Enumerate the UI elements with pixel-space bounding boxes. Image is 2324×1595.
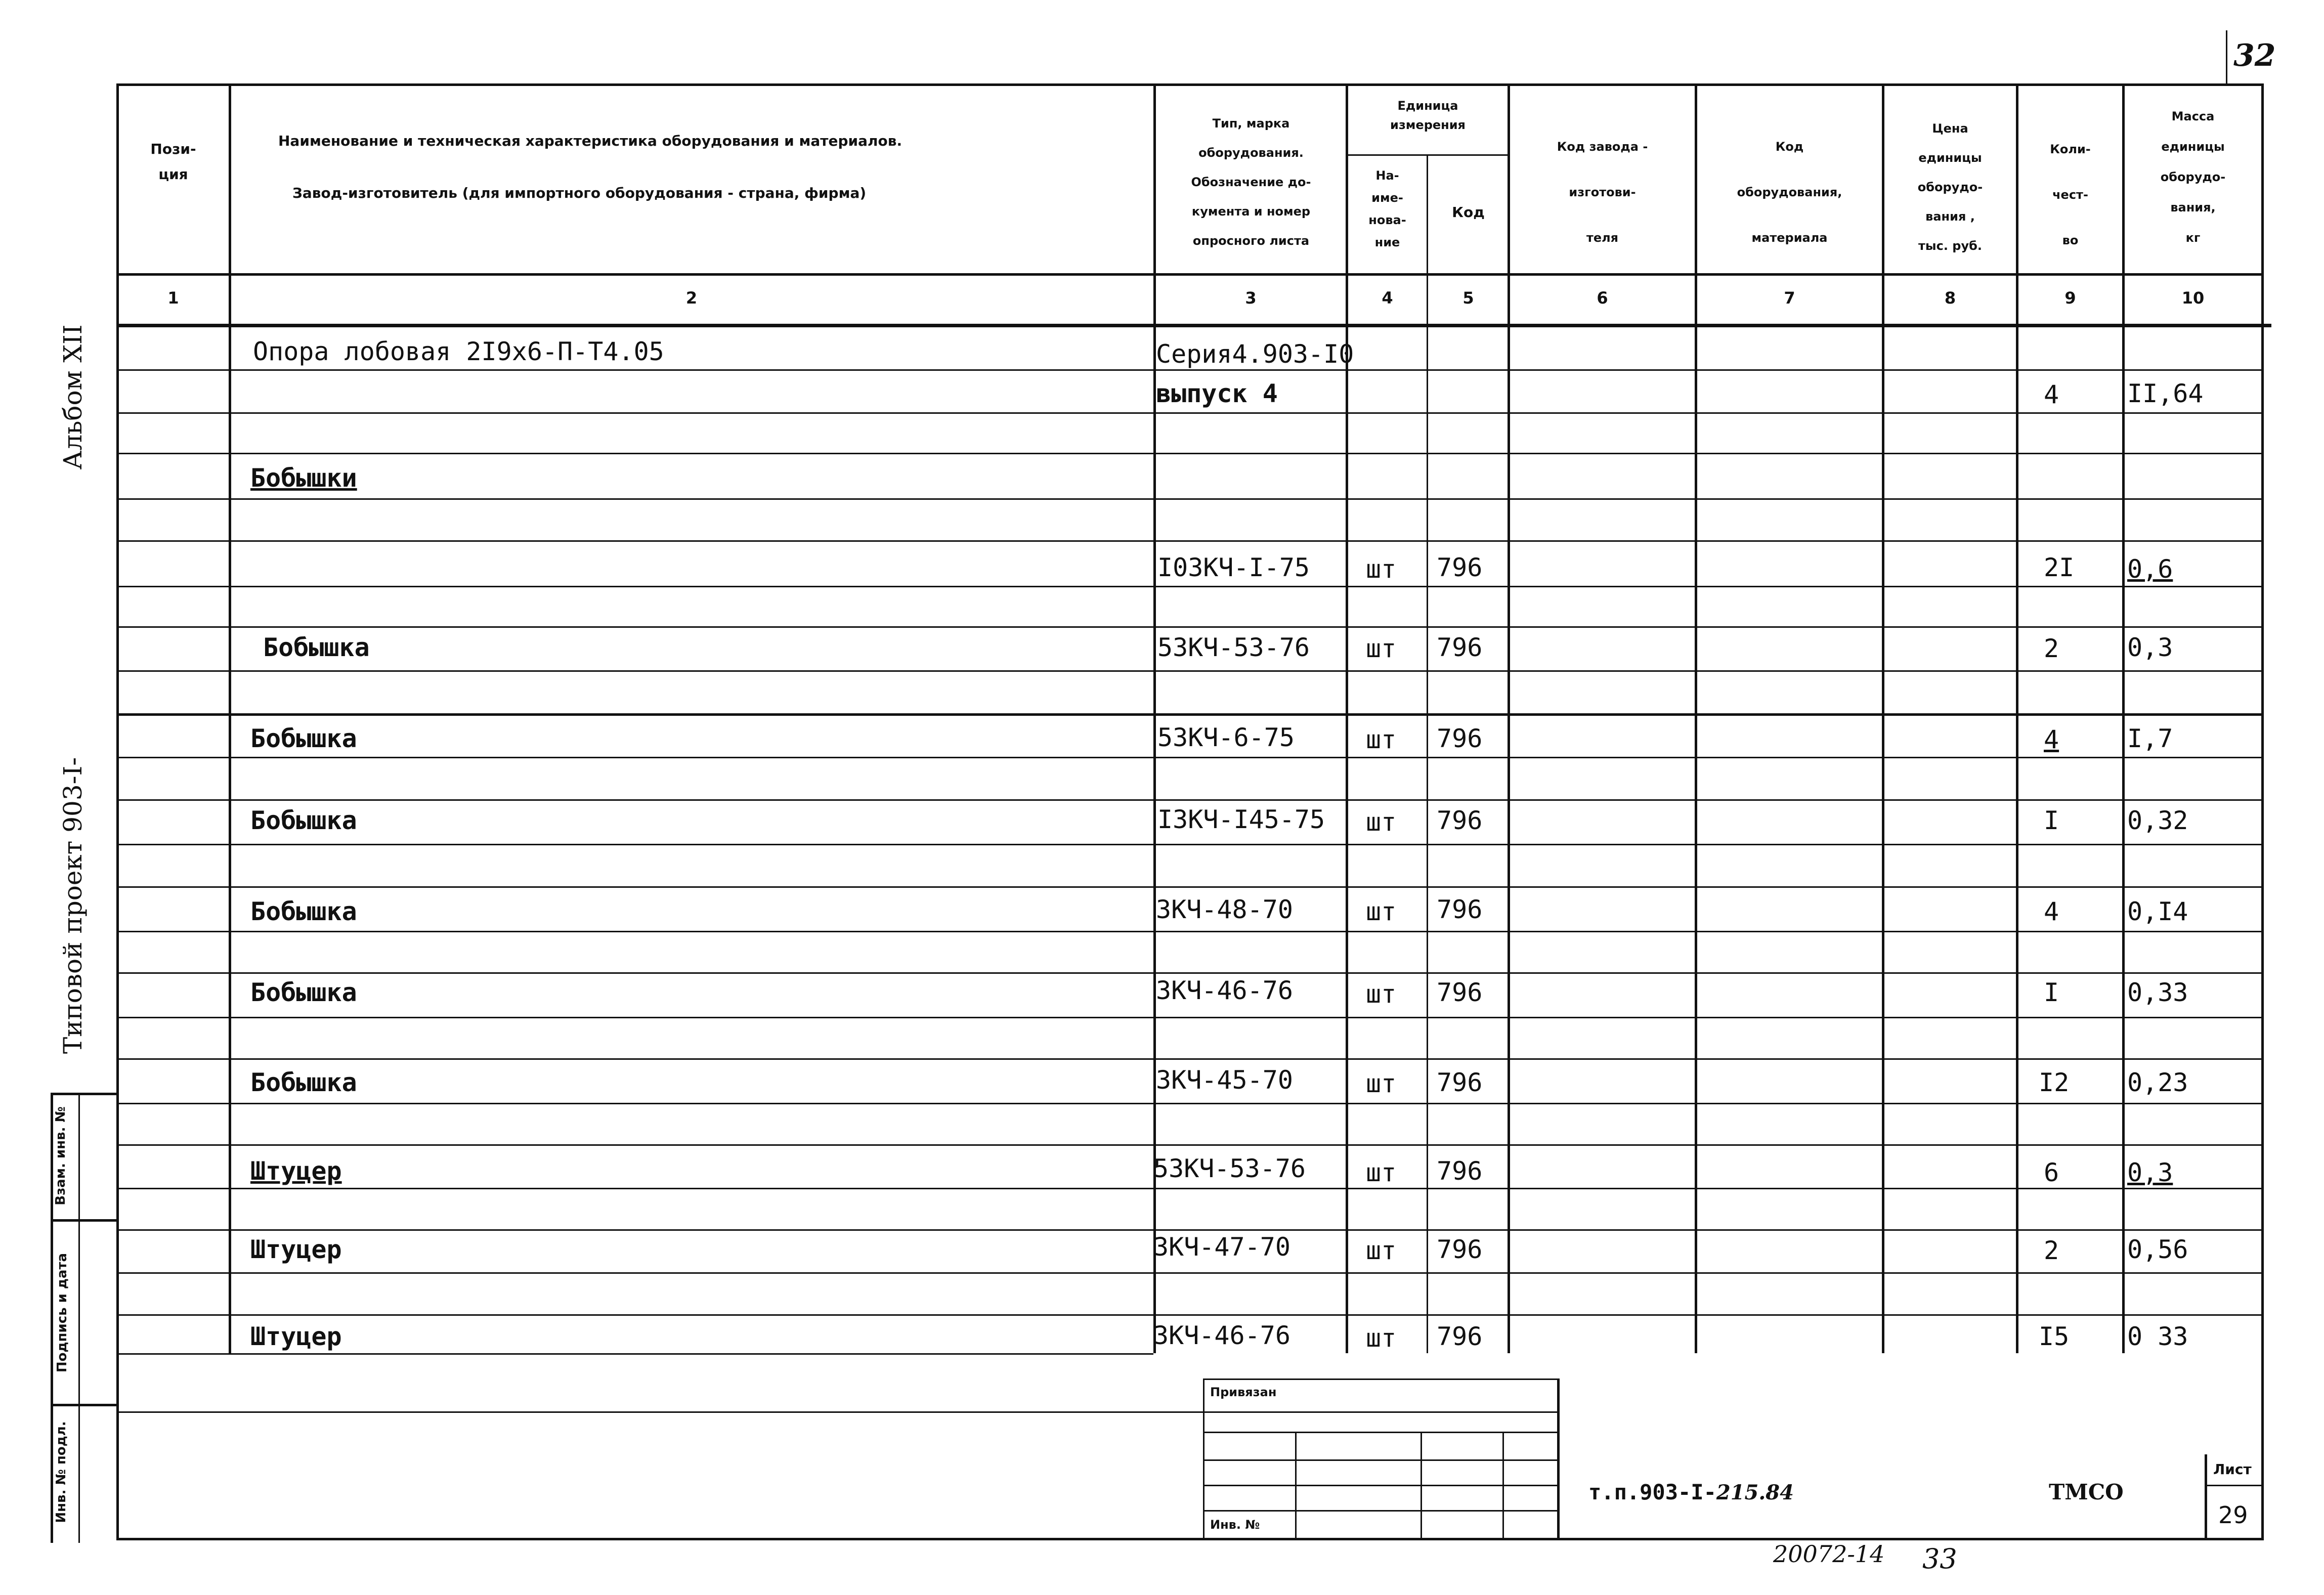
row-divider — [116, 1314, 2264, 1316]
row-code: 796 — [1437, 978, 1483, 1007]
row-divider — [116, 586, 2264, 587]
col-number: 10 — [2181, 288, 2205, 308]
header-unit: Единица измерения — [1390, 99, 1466, 132]
header-name-line1: Наименование и техническая характеристика оборудования и материалов. — [278, 133, 902, 149]
unit-subheader-divider — [1346, 154, 1508, 156]
row-unit: шт — [1366, 554, 1397, 584]
page-number-divider — [2226, 30, 2227, 86]
stamp-list-label: Лист — [2213, 1461, 2252, 1478]
stamp-line — [1204, 1378, 1558, 1380]
row-mass: 0,I4 — [2127, 897, 2188, 926]
row-qty: 2 — [2044, 1236, 2059, 1265]
stamp-line — [1421, 1432, 1422, 1538]
row-name: Бобышка — [250, 978, 357, 1007]
row-unit: шт — [1366, 1158, 1397, 1187]
row-code: 796 — [1437, 895, 1483, 924]
col-number: 3 — [1245, 288, 1257, 308]
row-code: 796 — [1437, 1235, 1483, 1264]
col-divider — [229, 83, 231, 1353]
row-divider — [116, 931, 2264, 932]
col-divider — [1695, 83, 1697, 1353]
table-right-border — [2261, 83, 2264, 1540]
side-album-label: Альбом XII — [58, 324, 88, 470]
row-name: Штуцер — [250, 1322, 342, 1351]
row-unit: шт — [1366, 1069, 1397, 1098]
footer-sheet-number: 33 — [1922, 1543, 1957, 1575]
row-type: 3КЧ-47-70 — [1153, 1232, 1290, 1262]
row-unit: шт — [1366, 807, 1397, 837]
row-type: Серия4.903-I0 — [1156, 339, 1354, 369]
row-type: 3КЧ-48-70 — [1156, 895, 1293, 924]
left-stamp-border — [78, 1093, 80, 1543]
row-qty: 4 — [2044, 897, 2059, 926]
row-divider — [116, 1188, 2264, 1189]
row-code: 796 — [1437, 1322, 1483, 1351]
stamp-doc-code: т.п.903-I-215.84 — [1588, 1480, 1794, 1504]
col-number: 9 — [2064, 288, 2076, 308]
row-divider — [116, 412, 2264, 414]
row-mass: II,64 — [2127, 379, 2204, 408]
row-unit: шт — [1366, 979, 1397, 1009]
col-divider — [1427, 154, 1428, 1353]
header-unit-name: На- име- нова- ние — [1368, 168, 1406, 249]
header-mass: Масса единицы оборудо- вания, кг — [2160, 109, 2226, 245]
row-mass: 0,3 — [2127, 1158, 2173, 1187]
row-qty: I5 — [2039, 1322, 2070, 1351]
table-top-border — [116, 83, 2264, 86]
row-type: 53КЧ-6-75 — [1157, 723, 1295, 752]
stamp-line — [1204, 1510, 1558, 1512]
col-number: 2 — [685, 288, 698, 308]
side-box-label: Инв. № подл. — [54, 1421, 69, 1523]
row-divider — [116, 1229, 2264, 1231]
row-name: Бобышка — [263, 633, 370, 662]
row-type: выпуск 4 — [1156, 379, 1278, 408]
row-qty: I — [2044, 978, 2059, 1007]
row-divider — [116, 626, 2264, 628]
col-number: 4 — [1382, 288, 1393, 308]
row-divider — [116, 886, 2264, 888]
row-name: Бобышка — [250, 724, 357, 753]
stamp-list-number: 29 — [2218, 1501, 2248, 1529]
row-divider — [116, 799, 2264, 801]
row-type: I3КЧ-I45-75 — [1157, 805, 1325, 834]
stamp-line — [1502, 1432, 1504, 1538]
header-name-line2: Завод-изготовитель (для импортного оборудования - страна, фирма) — [292, 185, 867, 201]
row-divider — [116, 757, 2264, 758]
col-number: 5 — [1462, 288, 1474, 308]
row-type: 53КЧ-53-76 — [1157, 633, 1310, 662]
header-factory-code: Код завода - изготови- теля — [1557, 140, 1648, 245]
row-unit: шт — [1366, 634, 1397, 663]
col-number: 8 — [1944, 288, 1956, 308]
row-unit: шт — [1366, 1323, 1397, 1353]
row-qty: 2 — [2044, 634, 2059, 663]
stamp-series: ТМСО — [2049, 1480, 2124, 1504]
row-divider — [116, 844, 2264, 845]
col-divider — [1882, 83, 1884, 1353]
row-divider — [116, 670, 2264, 672]
row-divider — [116, 1017, 2264, 1018]
row-unit: шт — [1366, 897, 1397, 926]
stamp-line — [2205, 1454, 2207, 1539]
side-box-label: Подпись и дата — [55, 1253, 70, 1373]
side-box-label: Взам. инв. № — [53, 1106, 68, 1205]
header-quantity: Коли- чест- во — [2050, 142, 2091, 247]
row-unit: шт — [1366, 725, 1397, 754]
row-mass: 0,56 — [2127, 1235, 2188, 1264]
col-number: 6 — [1597, 288, 1608, 308]
body-bottom-border — [116, 1411, 1558, 1413]
row-qty: 4 — [2044, 380, 2059, 409]
row-type: 3КЧ-46-76 — [1156, 976, 1293, 1005]
row-divider — [116, 453, 2264, 454]
row-code: 796 — [1437, 1068, 1483, 1097]
row-name: Штуцер — [250, 1156, 342, 1186]
col-number: 7 — [1784, 288, 1795, 308]
header-unit-code: Код — [1452, 204, 1485, 221]
col-divider — [2016, 83, 2018, 1353]
row-mass: 0,33 — [2127, 978, 2188, 1007]
stamp-line — [2205, 1485, 2263, 1486]
row-divider — [116, 972, 2264, 974]
row-qty: I — [2044, 806, 2059, 835]
stamp-line — [1557, 1378, 1560, 1539]
header-type: Тип, марка оборудования. Обозначение до- кумента и номер опросного листа — [1191, 116, 1311, 248]
colnum-bottom-border — [116, 324, 2271, 327]
row-qty: 2I — [2044, 553, 2075, 582]
row-mass: 0,6 — [2127, 554, 2173, 584]
row-mass: 0,3 — [2127, 633, 2173, 662]
row-code: 796 — [1437, 1156, 1483, 1186]
stamp-line — [1204, 1432, 1558, 1433]
row-type: 53КЧ-53-76 — [1153, 1154, 1306, 1183]
row-type: 3КЧ-46-76 — [1153, 1321, 1290, 1350]
header-equipment-code: Код оборудования, материала — [1737, 140, 1842, 245]
stamp-line — [1203, 1378, 1204, 1539]
row-name: Бобышки — [250, 463, 357, 493]
table-bottom-border — [116, 1538, 2264, 1540]
row-divider — [116, 369, 2264, 371]
side-project-label: Типовой проект 903-I- — [58, 757, 88, 1054]
stamp-inv-no: Инв. № — [1210, 1518, 1260, 1532]
stamp-line — [1204, 1459, 1558, 1461]
row-unit: шт — [1366, 1236, 1397, 1265]
row-code: 796 — [1437, 806, 1483, 835]
stamp-line — [1295, 1432, 1297, 1538]
row-mass: 0 33 — [2127, 1322, 2188, 1351]
row-type: 3КЧ-45-70 — [1156, 1065, 1293, 1095]
row-divider — [116, 1353, 1153, 1355]
col-divider — [2122, 83, 2125, 1353]
row-name: Бобышка — [250, 806, 357, 835]
row-mass: I,7 — [2127, 724, 2173, 753]
col-divider — [1346, 83, 1348, 1353]
row-divider — [116, 540, 2264, 542]
stamp-doc-code-hand: 215.84 — [1716, 1481, 1794, 1504]
row-name: Бобышка — [250, 1068, 357, 1097]
header-price: Цена единицы оборудо- вания , тыс. руб. — [1917, 121, 1983, 253]
row-code: 796 — [1437, 724, 1483, 753]
row-mass: 0,23 — [2127, 1068, 2188, 1097]
row-qty: 6 — [2044, 1158, 2059, 1187]
row-type: I03КЧ-I-75 — [1157, 553, 1310, 582]
row-divider — [116, 498, 2264, 500]
row-code: 796 — [1437, 633, 1483, 662]
stamp-privyazan: Привязан — [1210, 1385, 1277, 1399]
header-bottom-border — [116, 273, 2264, 276]
row-name: Бобышка — [250, 897, 357, 926]
row-divider — [116, 1272, 2264, 1274]
col-divider — [1508, 83, 1510, 1353]
row-name: Опора лобовая 2I9x6-П-Т4.05 — [253, 337, 664, 366]
row-divider — [116, 1103, 2264, 1104]
header-position: Пози- ция — [150, 141, 196, 183]
stamp-line — [1204, 1485, 1558, 1486]
row-mass: 0,32 — [2127, 806, 2188, 835]
row-name: Штуцер — [250, 1235, 342, 1264]
row-qty: 4 — [2044, 725, 2059, 754]
footer-archive-number: 20072-14 — [1773, 1540, 1885, 1568]
row-divider — [116, 713, 2264, 716]
row-qty: I2 — [2039, 1068, 2070, 1097]
row-divider — [116, 1058, 2264, 1060]
col-number: 1 — [167, 288, 179, 308]
row-code: 796 — [1437, 553, 1483, 582]
page-number: 32 — [2233, 38, 2276, 73]
row-divider — [116, 1144, 2264, 1146]
